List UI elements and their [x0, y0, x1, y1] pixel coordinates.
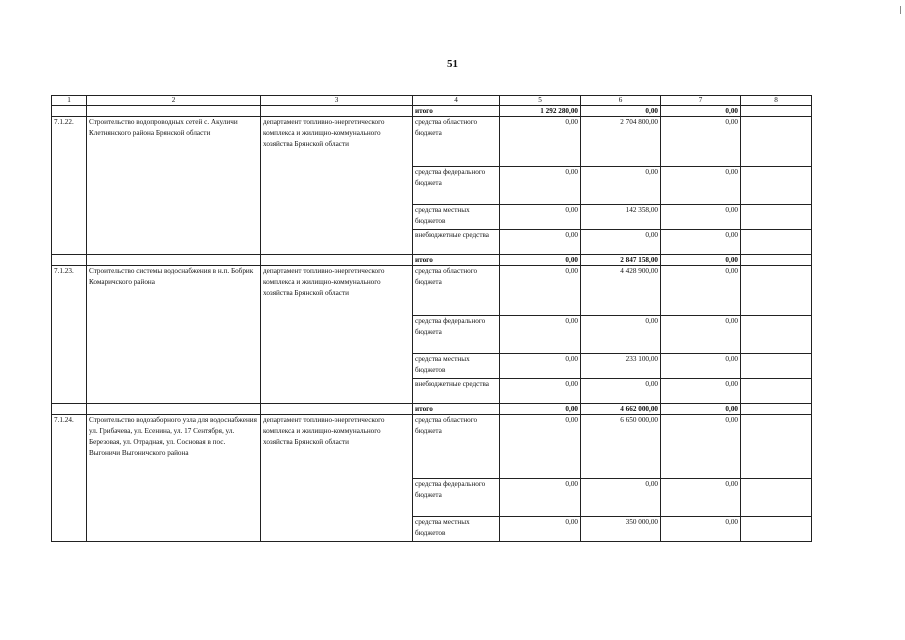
item-executor: департамент топливно-энергетического комплекса и жилищно-коммунального хозяйства Брянской области	[261, 266, 413, 404]
header-cell: 2	[87, 96, 261, 106]
total-label: итого	[413, 106, 500, 117]
header-cell: 6	[581, 96, 661, 106]
value-c7: 0,00	[661, 379, 741, 404]
item-object: Строительство системы водоснабжения в н.п. Бобрик Комаричского района	[87, 266, 261, 404]
total-label: итого	[413, 404, 500, 415]
header-cell: 7	[661, 96, 741, 106]
value-c7: 0,00	[661, 117, 741, 167]
value-c6: 0,00	[581, 379, 661, 404]
empty-cell	[261, 106, 413, 117]
total-value-c6: 0,00	[581, 106, 661, 117]
empty-cell	[261, 404, 413, 415]
empty-cell	[87, 404, 261, 415]
value-c5: 0,00	[500, 316, 581, 354]
total-value-c8	[741, 106, 812, 117]
value-c5: 0,00	[500, 379, 581, 404]
total-value-c6: 2 847 158,00	[581, 255, 661, 266]
page-number: 51	[447, 58, 458, 70]
value-c7: 0,00	[661, 415, 741, 479]
total-row	[52, 404, 812, 415]
total-row	[52, 255, 812, 266]
total-value-c6: 4 662 000,00	[581, 404, 661, 415]
header-row	[52, 96, 812, 106]
funding-source: средства областного бюджета	[413, 266, 500, 316]
empty-cell	[261, 255, 413, 266]
value-c8	[741, 117, 812, 167]
value-c6: 6 650 000,00	[581, 415, 661, 479]
header-cell: 4	[413, 96, 500, 106]
empty-cell	[52, 106, 87, 117]
value-c6: 142 358,00	[581, 205, 661, 230]
item-executor: департамент топливно-энергетического комплекса и жилищно-коммунального хозяйства Брянской области	[261, 415, 413, 542]
empty-cell	[52, 255, 87, 266]
funding-source: внебюджетные средства	[413, 230, 500, 255]
funding-source: внебюджетные средства	[413, 379, 500, 404]
value-c5: 0,00	[500, 230, 581, 255]
table-row	[52, 117, 812, 167]
value-c5: 0,00	[500, 205, 581, 230]
value-c6: 0,00	[581, 167, 661, 205]
value-c5: 0,00	[500, 117, 581, 167]
total-value-c7: 0,00	[661, 255, 741, 266]
value-c8	[741, 230, 812, 255]
value-c7: 0,00	[661, 167, 741, 205]
value-c8	[741, 266, 812, 316]
total-value-c7: 0,00	[661, 106, 741, 117]
value-c8	[741, 205, 812, 230]
value-c8	[741, 316, 812, 354]
value-c6: 4 428 900,00	[581, 266, 661, 316]
funding-source: средства областного бюджета	[413, 117, 500, 167]
value-c8	[741, 379, 812, 404]
scan-mark	[900, 6, 901, 14]
funding-source: средства федерального бюджета	[413, 316, 500, 354]
value-c6: 0,00	[581, 479, 661, 517]
header-cell: 8	[741, 96, 812, 106]
header-cell: 5	[500, 96, 581, 106]
value-c6: 0,00	[581, 230, 661, 255]
empty-cell	[52, 404, 87, 415]
item-number: 7.1.22.	[52, 117, 87, 255]
value-c6: 350 000,00	[581, 517, 661, 542]
value-c5: 0,00	[500, 479, 581, 517]
funding-source: средства федерального бюджета	[413, 167, 500, 205]
value-c5: 0,00	[500, 167, 581, 205]
value-c5: 0,00	[500, 517, 581, 542]
value-c8	[741, 354, 812, 379]
value-c7: 0,00	[661, 316, 741, 354]
total-value-c5: 0,00	[500, 255, 581, 266]
table-row	[52, 415, 812, 479]
item-number: 7.1.24.	[52, 415, 87, 542]
value-c5: 0,00	[500, 266, 581, 316]
value-c5: 0,00	[500, 354, 581, 379]
value-c8	[741, 415, 812, 479]
empty-cell	[87, 106, 261, 117]
value-c6: 2 704 800,00	[581, 117, 661, 167]
total-row	[52, 106, 812, 117]
total-value-c8	[741, 404, 812, 415]
total-label: итого	[413, 255, 500, 266]
total-value-c7: 0,00	[661, 404, 741, 415]
item-executor: департамент топливно-энергетического комплекса и жилищно-коммунального хозяйства Брянской области	[261, 117, 413, 255]
value-c7: 0,00	[661, 266, 741, 316]
funding-source: средства местных бюджетов	[413, 517, 500, 542]
value-c8	[741, 479, 812, 517]
empty-cell	[87, 255, 261, 266]
funding-source: средства областного бюджета	[413, 415, 500, 479]
item-number: 7.1.23.	[52, 266, 87, 404]
value-c6: 233 100,00	[581, 354, 661, 379]
value-c7: 0,00	[661, 354, 741, 379]
item-object: Строительство водозаборного узла для водоснабжения ул. Грибачева, ул. Есенина, ул. 17 Сентября, ул. Березовая, ул. Отрадная, ул. Сосновая в пос. Выгоничи Выгоничского района	[87, 415, 261, 542]
table-row	[52, 266, 812, 316]
header-cell: 3	[261, 96, 413, 106]
total-value-c5: 1 292 280,00	[500, 106, 581, 117]
funding-source: средства местных бюджетов	[413, 205, 500, 230]
value-c8	[741, 167, 812, 205]
header-cell: 1	[52, 96, 87, 106]
value-c5: 0,00	[500, 415, 581, 479]
funding-table	[51, 95, 812, 542]
value-c7: 0,00	[661, 230, 741, 255]
value-c8	[741, 517, 812, 542]
funding-source: средства федерального бюджета	[413, 479, 500, 517]
value-c6: 0,00	[581, 316, 661, 354]
total-value-c5: 0,00	[500, 404, 581, 415]
total-value-c8	[741, 255, 812, 266]
funding-source: средства местных бюджетов	[413, 354, 500, 379]
value-c7: 0,00	[661, 205, 741, 230]
item-object: Строительство водопроводных сетей с. Акуличи Клетнянского района Брянской области	[87, 117, 261, 255]
value-c7: 0,00	[661, 479, 741, 517]
value-c7: 0,00	[661, 517, 741, 542]
